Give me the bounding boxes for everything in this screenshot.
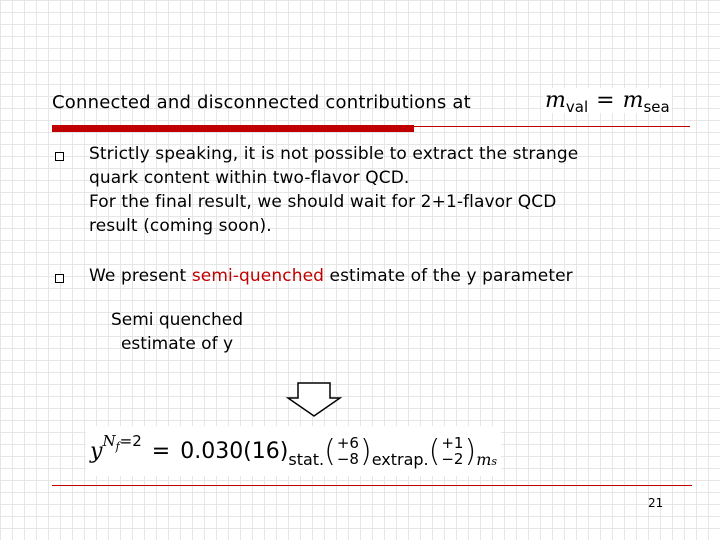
formula-ms-s: s [491,454,498,468]
title-math-lhs-sub: val [565,98,589,116]
down-arrow-icon [286,382,342,418]
formula-y: y [90,438,103,464]
bullet-1-line-4: result (coming soon). [89,216,272,236]
bullet-2-suffix: estimate of the y parameter [324,266,573,286]
callout-line-2: estimate of y [120,334,234,354]
title-math-rhs-sub: sea [643,98,670,116]
page-number: 21 [648,496,664,510]
formula-eq2: =2 [119,432,142,450]
bullet-marker [55,152,64,161]
title-math-lhs-var: m [545,88,566,113]
formula-extrap-label: extrap. [371,449,429,469]
formula-extrap-up: +6 [336,434,359,452]
result-formula: y $N_f=2$ = 0.030(16) stat. ( +6 −8 ) extrap. ( +1 −2 ) ms [86,426,501,476]
formula-ms-m: m [476,449,492,469]
title-math-equals: = [596,88,615,113]
formula-f: f [115,440,120,453]
formula-value: 0.030(16) [180,438,289,464]
title-underline-thin [414,126,690,127]
bullet-2-prefix: We present [89,266,192,286]
formula-ms-down: −2 [441,450,464,468]
formula-N: N [102,432,116,450]
title-math-rhs-var: m [622,88,644,113]
title-underline-thick [52,125,414,132]
formula-equals: = [151,438,171,464]
bullet-2-text [89,264,573,288]
bullet-1-line-2: quark content within two-flavor QCD. [89,168,410,188]
formula-extrap-down: −8 [336,450,359,468]
title-equation [543,88,672,116]
bullet-1-line-3: For the final result, we should wait for 2+1-flavor QCD [89,192,557,212]
bullet-marker [55,274,64,283]
footer-divider [52,485,692,486]
formula-stat-label: stat. [288,449,325,469]
bullet-2-highlight: semi-quenched [191,266,325,286]
formula-ms-up: +1 [441,434,464,452]
callout-line-1: Semi quenched [110,310,244,330]
callout-label [92,308,262,356]
bullet-1-line-1: Strictly speaking, it is not possible to extract the strange [89,144,579,164]
slide-title: Connected and disconnected contributions at [52,92,471,113]
